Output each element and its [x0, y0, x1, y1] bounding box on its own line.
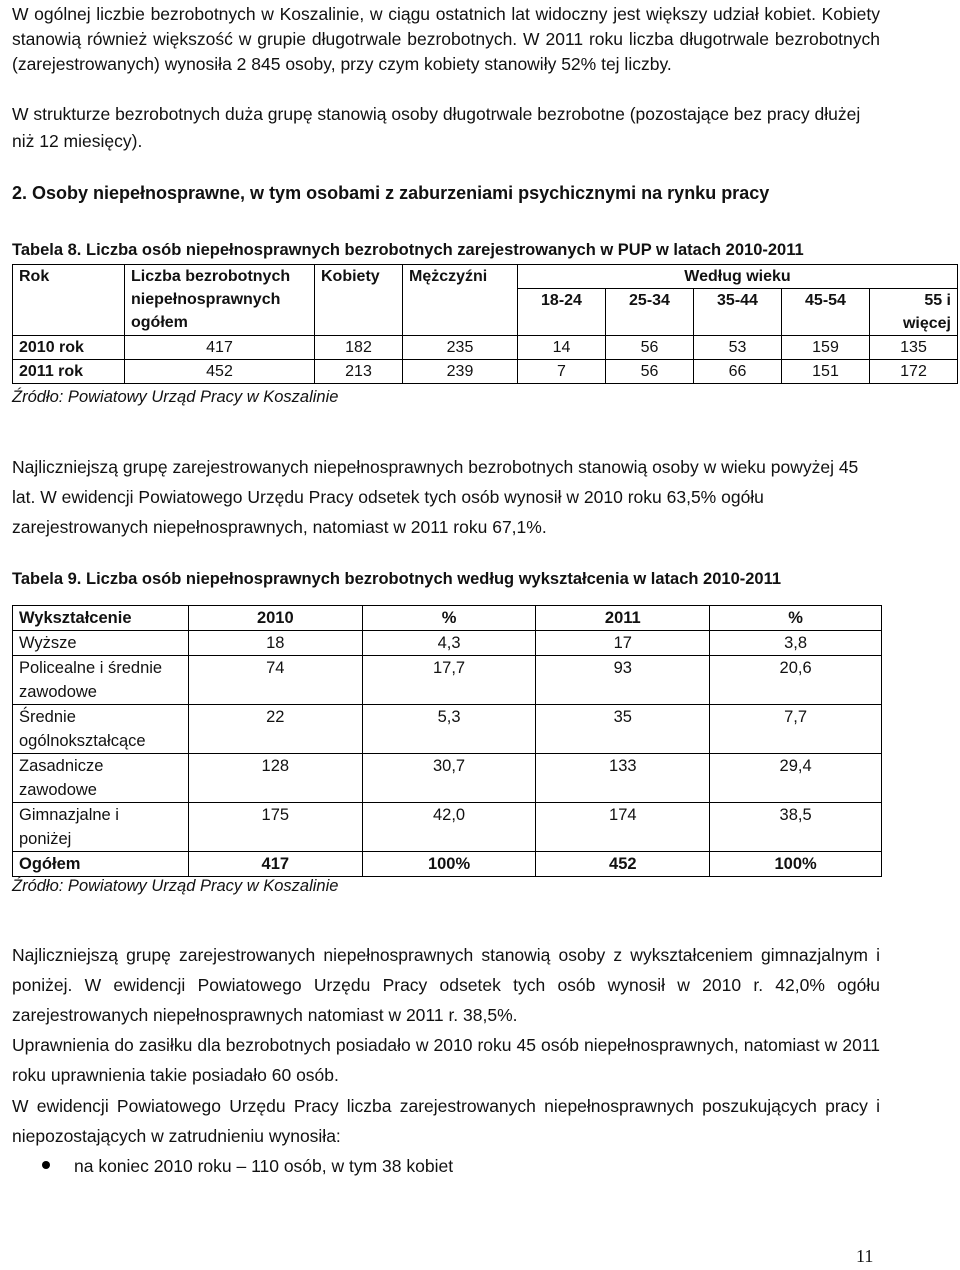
table8-cell: 239 — [403, 360, 518, 384]
table8-cell-year: 2010 rok — [13, 336, 125, 360]
table9-cell: 5,3 — [362, 705, 536, 754]
table9-row — [13, 631, 882, 656]
table8-cell: 182 — [315, 336, 403, 360]
table9-row — [13, 803, 882, 852]
table8-cell: 56 — [606, 360, 694, 384]
table9-cell: 29,4 — [710, 754, 882, 803]
table9-label-line1: Gimnazjalne i — [19, 806, 119, 824]
table9-header: 2011 — [536, 606, 710, 631]
table8 — [12, 264, 958, 384]
table8-header-liczba-line3: ogółem — [131, 314, 188, 331]
table9-header-row — [13, 606, 882, 631]
table9-total-cell: 417 — [188, 852, 362, 877]
table9-cell: 20,6 — [710, 656, 882, 705]
seekers-paragraph: W ewidencji Powiatowego Urzędu Pracy liczba zarejestrowanych niepełnosprawnych poszukujących pracy i niepozostających w zatrudnieniu wynosiła: — [12, 1096, 880, 1146]
table8-header-age: 45-54 — [782, 289, 870, 336]
table8-cell: 66 — [694, 360, 782, 384]
table9-cell: 74 — [188, 656, 362, 705]
table8-header-age: 25-34 — [606, 289, 694, 336]
table8-cell: 452 — [125, 360, 315, 384]
table9-label-line1: Policealne i średnie — [19, 659, 163, 677]
section-heading: 2. Osoby niepełnosprawne, w tym osobami z zaburzeniami psychicznymi na rynku pracy — [12, 183, 770, 203]
page-number: 11 — [856, 1246, 874, 1266]
table8-cell: 7 — [518, 360, 606, 384]
table9-total-cell: 452 — [536, 852, 710, 877]
table9-cell: 175 — [188, 803, 362, 852]
table8-cell: 151 — [782, 360, 870, 384]
table8-row — [13, 360, 958, 384]
table9-header: % — [710, 606, 882, 631]
table9-total-cell: 100% — [710, 852, 882, 877]
bullet-item — [42, 1153, 453, 1179]
table8-cell: 213 — [315, 360, 403, 384]
table9-row — [13, 656, 882, 705]
table9-cell: 35 — [536, 705, 710, 754]
table9-cell: 42,0 — [362, 803, 536, 852]
table9-total-row — [13, 852, 882, 877]
table8-caption — [12, 241, 804, 260]
structure-paragraph: W strukturze bezrobotnych duża grupę stanowią osoby długotrwale bezrobotne (pozostające bez pracy dłużej niż 12 miesięcy). — [12, 104, 861, 151]
table9-cell-label — [13, 754, 189, 803]
table8-cell: 135 — [870, 336, 958, 360]
table9-cell: 3,8 — [710, 631, 882, 656]
table9-cell: 128 — [188, 754, 362, 803]
table9-row — [13, 705, 882, 754]
table9-cell: 133 — [536, 754, 710, 803]
table8-header-age-last-line2: więcej — [870, 312, 958, 336]
bullet-dot-icon — [42, 1161, 50, 1169]
table8-header-row-1 — [13, 265, 958, 289]
education-paragraph: Najliczniejszą grupę zarejestrowanych niepełnosprawnych stanowią osoby z wykształceniem gimnazjalnym i poniżej. W ewidencji Powiatowego Urzędu Pracy odsetek tych osób wynosił w 2010 r. 42,0% ogółu zarejestrowanych niepełnosprawnych natomiast w 2011 r. 38,5%. — [12, 945, 880, 1025]
table8-header-liczba-line2: niepełnosprawnych — [131, 291, 281, 308]
table9-cell: 93 — [536, 656, 710, 705]
table9-cell: 22 — [188, 705, 362, 754]
table9-header: Wykształcenie — [13, 606, 189, 631]
table9-label-line1: Zasadnicze — [19, 757, 104, 775]
table8-header-age-last-line1: 55 i — [870, 289, 958, 313]
table9-cell-label — [13, 656, 189, 705]
table8-cell: 172 — [870, 360, 958, 384]
table8-cell: 235 — [403, 336, 518, 360]
table8-cell: 417 — [125, 336, 315, 360]
table9-label: Tabela 9. — [12, 570, 82, 588]
table8-label: Tabela 8. — [12, 241, 82, 259]
table8-source: Źródło: Powiatowy Urząd Pracy w Koszalinie — [12, 388, 339, 406]
table8-header-kobiety: Kobiety — [315, 265, 403, 336]
table8-cell: 53 — [694, 336, 782, 360]
table9-title: Liczba osób niepełnosprawnych bezrobotnych według wykształcenia w latach 2010-2011 — [86, 570, 782, 588]
table9-label-line1: Wyższe — [19, 634, 77, 652]
table9-cell-label — [13, 803, 189, 852]
table9-label-line2: poniżej — [19, 830, 72, 848]
table8-header-mezczyzni: Mężczyźni — [403, 265, 518, 336]
table8-header-wiek: Według wieku — [518, 265, 958, 289]
table9-label-line2: zawodowe — [19, 781, 97, 799]
table8-header-liczba-line1: Liczba bezrobotnych — [131, 268, 291, 285]
table8-header-rok: Rok — [13, 265, 125, 336]
age-paragraph: Najliczniejszą grupę zarejestrowanych niepełnosprawnych bezrobotnych stanowią osoby w wieku powyżej 45 lat. W ewidencji Powiatowego Urzędu Pracy odsetek tych osób wynosił w 2010 roku 63,5% ogółu zarejestrowanych niepełnosprawnych, natomiast w 2011 roku 67,1%. — [12, 457, 859, 537]
table8-cell: 159 — [782, 336, 870, 360]
table9-cell: 7,7 — [710, 705, 882, 754]
table8-header-age: 18-24 — [518, 289, 606, 336]
table9-source: Źródło: Powiatowy Urząd Pracy w Koszalinie — [12, 877, 339, 895]
table9-cell: 174 — [536, 803, 710, 852]
table9-label-line1: Średnie — [19, 708, 76, 726]
table9-cell: 17,7 — [362, 656, 536, 705]
bullet-text: na koniec 2010 roku – 110 osób, w tym 38 kobiet — [74, 1156, 454, 1176]
table8-header-age: 35-44 — [694, 289, 782, 336]
table8-title: Liczba osób niepełnosprawnych bezrobotnych zarejestrowanych w PUP w latach 2010-2011 — [86, 241, 804, 259]
table8-cell: 56 — [606, 336, 694, 360]
table9-caption — [12, 570, 781, 589]
table8-row — [13, 336, 958, 360]
table9-header: 2010 — [188, 606, 362, 631]
table9-header: % — [362, 606, 536, 631]
table8-header-liczba — [125, 265, 315, 336]
table9-row — [13, 754, 882, 803]
table8-cell: 14 — [518, 336, 606, 360]
table9 — [12, 605, 882, 877]
table9-cell: 4,3 — [362, 631, 536, 656]
table9-cell-label — [13, 705, 189, 754]
table9-label-line2: zawodowe — [19, 683, 97, 701]
table9-total-cell: 100% — [362, 852, 536, 877]
table9-cell-label — [13, 631, 189, 656]
table9-cell: 30,7 — [362, 754, 536, 803]
table8-cell-year: 2011 rok — [13, 360, 125, 384]
table9-cell: 38,5 — [710, 803, 882, 852]
table9-cell: 18 — [188, 631, 362, 656]
table9-cell: 17 — [536, 631, 710, 656]
intro-paragraph: W ogólnej liczbie bezrobotnych w Koszalinie, w ciągu ostatnich lat widoczny jest większy udział kobiet. Kobiety stanowią również większość w grupie długotrwale bezrobotnych. W 2011 roku liczba długotrwale bezrobotnych (zarejestrowanych) wynosiła 2 845 osoby, przy czym kobiety stanowiły 52% tej liczby. — [12, 4, 880, 74]
benefit-paragraph: Uprawnienia do zasiłku dla bezrobotnych posiadało w 2010 roku 45 osób niepełnosprawnych, natomiast w 2011 roku uprawnienia takie posiadało 60 osób. — [12, 1035, 880, 1085]
table9-total-label: Ogółem — [13, 852, 189, 877]
table9-label-line2: ogólnokształcące — [19, 732, 146, 750]
